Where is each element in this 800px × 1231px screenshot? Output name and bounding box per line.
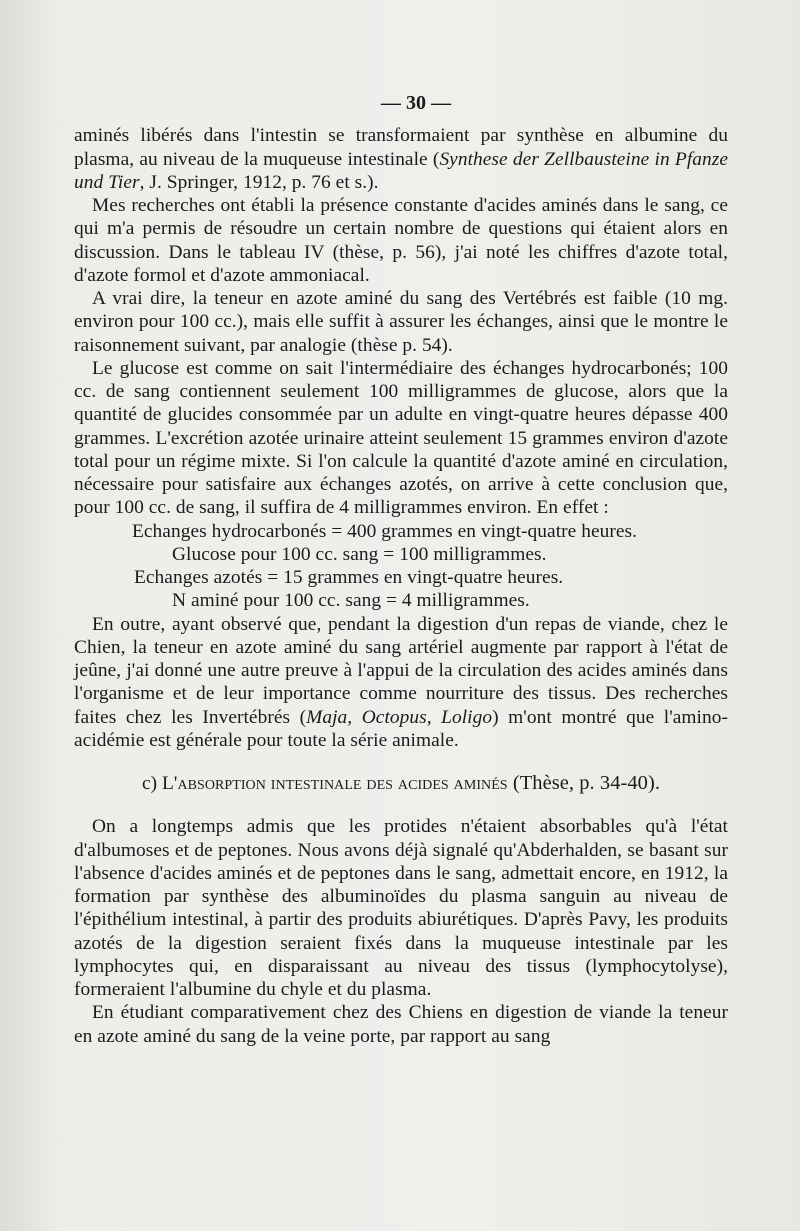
equation-line: Echanges azotés = 15 grammes en vingt-quatre heures. — [134, 567, 564, 588]
equation-line: Glucose pour 100 cc. sang = 100 milligrammes. — [172, 543, 547, 565]
text-block — [74, 92, 728, 1048]
paragraph — [74, 194, 728, 287]
text-run: A vrai dire, la teneur en azote aminé du sang des Vertébrés est faible (10 mg. environ pour 100 cc.), mais elle suffit à assurer les échanges, ainsi que le montre le raisonnement suivant, par analogie (thèse p. 54). — [74, 288, 728, 356]
paragraph — [74, 357, 728, 520]
text-run: En outre, ayant observé que, pendant la digestion d'un repas de viande, chez le Chien, la teneur en azote aminé du sang artériel augmente par rapport à l'état de jeûne, j'ai donné une autre preuve à l'appui de la circulation des acides aminés dans l'organisme et de leur importance comme nourriture des tissus. Des recherches faites chez les Invertébrés ( — [74, 613, 728, 728]
paragraph — [74, 287, 728, 357]
text-run: ) m'ont montré que l'amino-acidémie est générale pour toute la série animale. — [74, 706, 728, 751]
section-heading-label: c) — [141, 773, 163, 794]
paragraph — [74, 613, 728, 753]
italic-text: Synthese der Zellbausteine in Pfanze und Tier — [74, 148, 729, 193]
text-run: On a longtemps admis que les protides n'étaient absorbables qu'à l'état d'albumoses et de peptones. Nous avons déjà signalé qu'Abderhalden, se basant sur l'absence d'acides aminés et de peptones dans le sang, admettait encore, en 1912, la formation par synthèse des albuminoïdes du plasma sanguin au niveau de l'épithélium intestinal, à partir des produits abiurétiques. D'après Pavy, les produits azotés de la digestion seraient fixés dans la muqueuse intestinale par les lymphocytes qui, en disparaissant au niveau des tissus (lymphocytolyse), formeraient l'albumine du chyle et du plasma. — [74, 816, 728, 1000]
paragraph — [74, 1001, 728, 1048]
text-run: En étudiant comparativement chez des Chiens en digestion de viande la teneur en azote aminé du sang de la veine porte, par rapport au sang — [74, 1002, 728, 1047]
section-heading — [74, 772, 728, 795]
italic-text: Maja, Octopus, Loligo — [306, 706, 493, 728]
equation-line: Echanges hydrocarbonés = 400 grammes en vingt-quatre heures. — [132, 520, 637, 542]
paragraph — [74, 815, 728, 1001]
paragraph — [74, 124, 728, 194]
section-heading-title: L'absorption intestinale des acides aminés — [162, 773, 508, 794]
text-run: , J. Springer, 1912, p. 76 et s.). — [139, 171, 379, 193]
equation-line: N aminé pour 100 cc. sang = 4 milligrammes. — [172, 590, 530, 612]
equations-block — [74, 520, 728, 613]
paragraphs-top — [74, 124, 728, 519]
text-run: Le glucose est comme on sait l'intermédiaire des échanges hydrocarbonés; 100 cc. de sang contiennent seulement 100 milligrammes de glucose, alors que la quantité de glucides consommée par un adulte en vingt-quatre heures dépasse 400 grammes. L'excrétion azotée urinaire atteint seulement 15 grammes environ d'azote total pour un régime mixte. Si l'on calcule la quantité d'azote aminé en circulation, nécessaire pour satisfaire aux échanges azotés, on arrive à cette conclusion que, pour 100 cc. de sang, il suffira de 4 milligrammes environ. En effet : — [74, 357, 728, 519]
text-run: aminés libérés dans l'intestin se transformaient par synthèse en albumine du plasma, au niveau de la muqueuse intestinale ( — [74, 125, 728, 170]
page-number: — 30 — — [380, 92, 452, 114]
text-run: Mes recherches ont établi la présence constante d'acides aminés dans le sang, ce qui m'a permis de résoudre un certain nombre de questions qui étaient alors en discussion. Dans le tableau IV (thèse, p. 56), j'ai noté les chiffres d'azote total, d'azote formol et d'azote ammoniacal. — [74, 195, 728, 286]
paragraphs-bottom — [74, 815, 728, 1048]
section-heading-ref: (Thèse, p. 34-40). — [507, 772, 661, 794]
paragraphs-mid — [74, 613, 728, 753]
